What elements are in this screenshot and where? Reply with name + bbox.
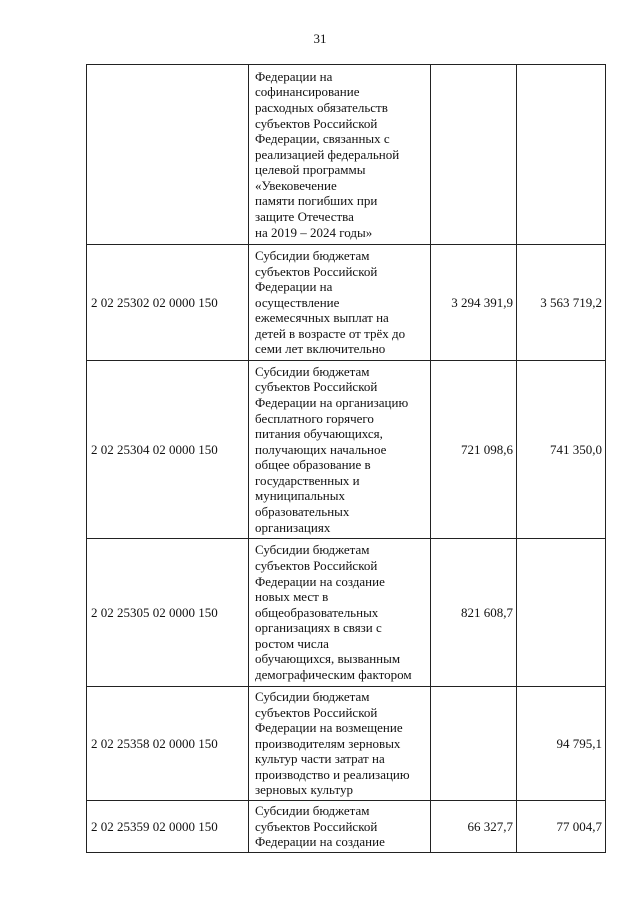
description-line: софинансирование: [255, 84, 360, 100]
description-line: субъектов Российской: [255, 115, 378, 131]
description-line: новых мест в: [255, 589, 329, 605]
description-line: питания обучающихся,: [255, 426, 383, 442]
description-line: зерновых культур: [255, 782, 353, 798]
amount-year2-cell: 94 795,1: [517, 687, 606, 801]
description-line: субъектов Российской: [255, 704, 378, 720]
table-row: [87, 65, 606, 245]
description-line: Субсидии бюджетам: [255, 363, 370, 379]
table-row: [87, 539, 606, 687]
amount-year1-cell: [431, 65, 517, 245]
description-line: образовательных: [255, 504, 350, 520]
description-cell: [249, 361, 431, 539]
description-line: «Увековечение: [255, 177, 337, 193]
revenue-code-cell: [87, 65, 249, 245]
description-line: культур части затрат на: [255, 751, 385, 767]
description-line: бесплатного горячего: [255, 410, 374, 426]
description-line: семи лет включительно: [255, 341, 386, 357]
description-line: субъектов Российской: [255, 557, 378, 573]
description-line: Федерации на создание: [255, 834, 385, 850]
description-line: Федерации на возмещение: [255, 720, 403, 736]
amount-year2-cell: 741 350,0: [517, 361, 606, 539]
description-line: организациях: [255, 519, 331, 535]
description-line: демографическим фактором: [255, 667, 412, 683]
description-line: памяти погибших при: [255, 193, 378, 209]
amount-year2-cell: 77 004,7: [517, 801, 606, 853]
description-line: ростом числа: [255, 635, 329, 651]
description-line: производителям зерновых: [255, 735, 401, 751]
description-line: субъектов Российской: [255, 263, 378, 279]
page-number: 31: [313, 31, 327, 46]
amount-year1-cell: 721 098,6: [431, 361, 517, 539]
table-row: [87, 687, 606, 801]
description-cell: [249, 801, 431, 853]
description-line: государственных и: [255, 472, 360, 488]
description-line: Субсидии бюджетам: [255, 247, 370, 263]
description-line: защите Отечества: [255, 209, 354, 225]
amount-year2-cell: 3 563 719,2: [517, 245, 606, 361]
revenue-code-cell: 2 02 25304 02 0000 150: [87, 361, 249, 539]
description-line: Субсидии бюджетам: [255, 688, 370, 704]
description-line: субъектов Российской: [255, 818, 378, 834]
description-line: расходных обязательств: [255, 99, 388, 115]
description-cell: [249, 687, 431, 801]
budget-table-body: [87, 65, 606, 853]
revenue-code-cell: 2 02 25302 02 0000 150: [87, 245, 249, 361]
table-row: [87, 801, 606, 853]
description-line: обучающихся, вызванным: [255, 651, 401, 667]
description-line: муниципальных: [255, 488, 346, 504]
description-line: детей в возрасте от трёх до: [255, 325, 406, 341]
amount-year2-cell: [517, 539, 606, 687]
revenue-code-cell: 2 02 25358 02 0000 150: [87, 687, 249, 801]
description-line: Федерации на: [255, 68, 333, 84]
description-line: общее образование в: [255, 457, 371, 473]
description-line: целевой программы: [255, 162, 366, 178]
description-line: организациях в связи с: [255, 620, 382, 636]
amount-year1-cell: 66 327,7: [431, 801, 517, 853]
table-row: [87, 361, 606, 539]
description-line: получающих начальное: [255, 441, 387, 457]
description-line: Субсидии бюджетам: [255, 542, 370, 558]
description-line: Субсидии бюджетам: [255, 803, 370, 819]
description-cell: [249, 539, 431, 687]
description-line: осуществление: [255, 294, 340, 310]
amount-year2-cell: [517, 65, 606, 245]
table-row: [87, 245, 606, 361]
description-line: общеобразовательных: [255, 604, 379, 620]
description-line: Федерации на создание: [255, 573, 385, 589]
description-line: Федерации, связанных с: [255, 131, 390, 147]
description-line: производство и реализацию: [255, 766, 410, 782]
description-line: ежемесячных выплат на: [255, 310, 389, 326]
description-cell: [249, 65, 431, 245]
description-line: Федерации на: [255, 279, 333, 295]
amount-year1-cell: [431, 687, 517, 801]
amount-year1-cell: 821 608,7: [431, 539, 517, 687]
description-line: Федерации на организацию: [255, 394, 409, 410]
description-line: реализацией федеральной: [255, 146, 400, 162]
description-line: субъектов Российской: [255, 379, 378, 395]
description-cell: [249, 245, 431, 361]
amount-year1-cell: 3 294 391,9: [431, 245, 517, 361]
budget-table: [86, 64, 606, 853]
description-line: на 2019 – 2024 годы»: [255, 224, 373, 240]
revenue-code-cell: 2 02 25359 02 0000 150: [87, 801, 249, 853]
revenue-code-cell: 2 02 25305 02 0000 150: [87, 539, 249, 687]
